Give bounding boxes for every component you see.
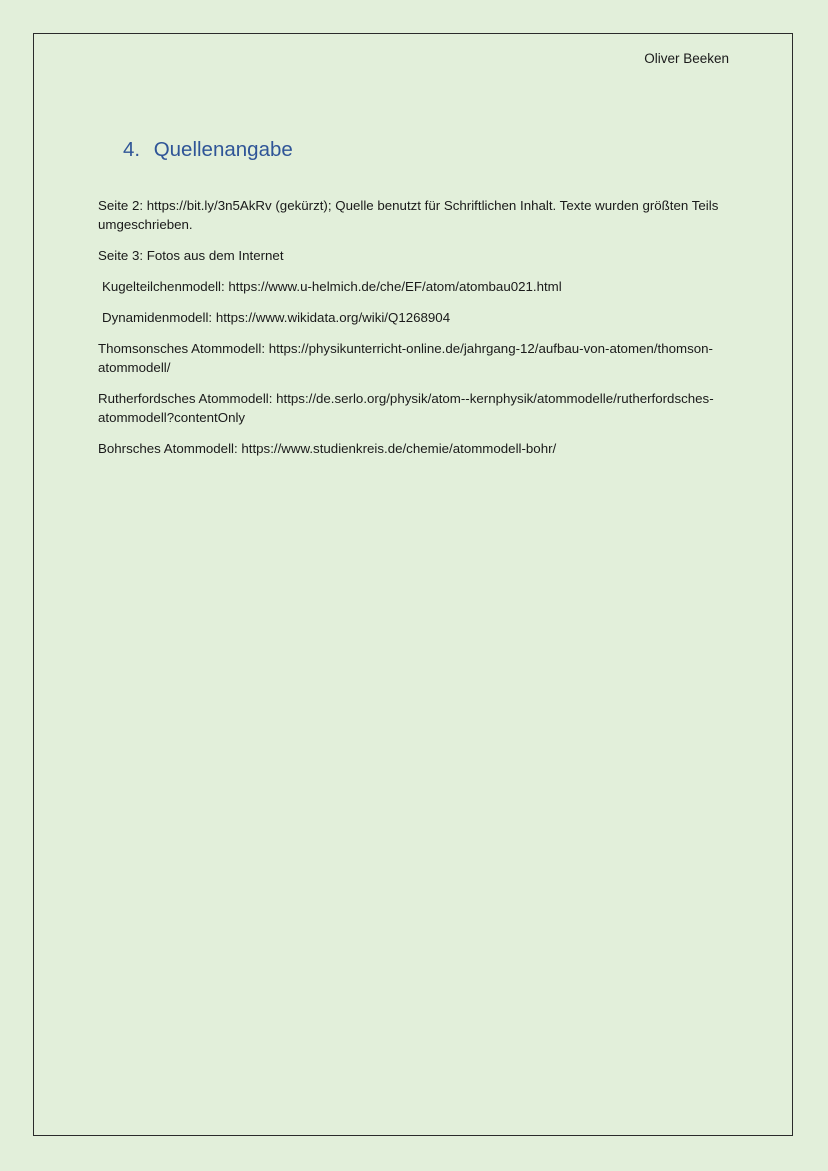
section-number: 4. (123, 138, 141, 161)
source-page-3: Seite 3: Fotos aus dem Internet (98, 248, 284, 263)
source-rutherford-atommodell: Rutherfordsches Atommodell: https://de.serlo.org/physik/atom--kernphysik/atommodelle/rutherfordsches-atommodell?contentOnly (98, 391, 714, 425)
sources-list (98, 196, 738, 470)
source-bohr-atommodell: Bohrsches Atommodell: https://www.studienkreis.de/chemie/atommodell-bohr/ (98, 441, 557, 456)
source-thomson-atommodell: Thomsonsches Atommodell: https://physikunterricht-online.de/jahrgang-12/aufbau-von-atomen/thomson-atommodell/ (98, 341, 713, 375)
source-kugelteilchenmodell: Kugelteilchenmodell: https://www.u-helmich.de/che/EF/atom/atombau021.html (102, 279, 562, 294)
source-page-2: Seite 2: https://bit.ly/3n5AkRv (gekürzt); Quelle benutzt für Schriftlichen Inhalt. Texte wurden größten Teils umgeschrieben. (98, 198, 719, 232)
author-name: Oliver Beeken (644, 51, 729, 66)
section-title: Quellenangabe (153, 138, 293, 161)
section-heading (123, 137, 293, 163)
source-dynamidenmodell: Dynamidenmodell: https://www.wikidata.org/wiki/Q1268904 (102, 310, 451, 325)
